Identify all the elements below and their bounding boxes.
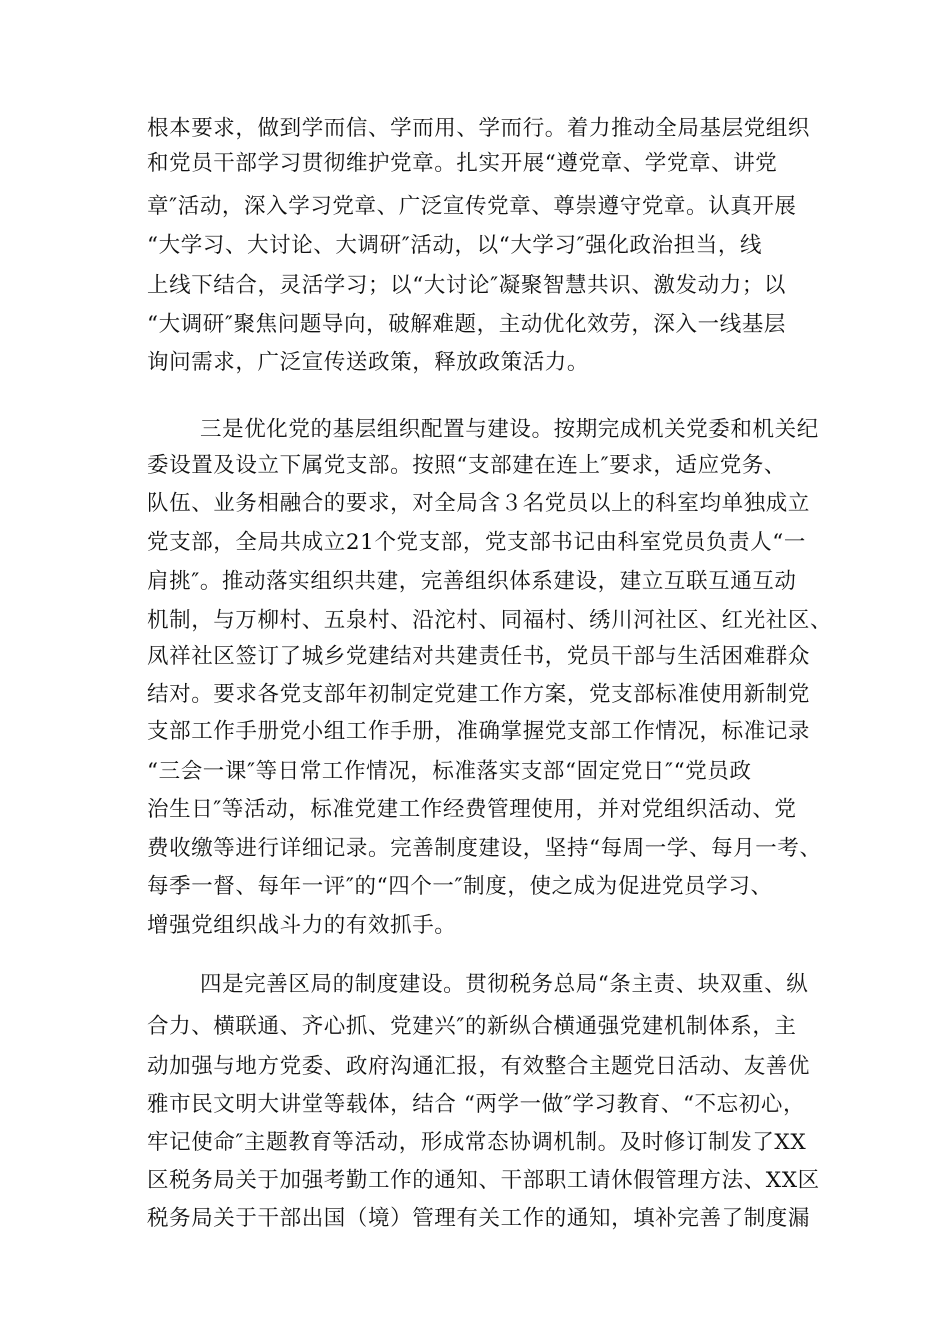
text-line: 合力、横联通、齐心抓、党建兴″的新纵合横通强党建机制体系，主 <box>147 1014 797 1039</box>
text-line: 机制，与万柳村、五泉村、沿沱村、同福村、绣川河社区、红光社区、 <box>147 608 833 633</box>
text-line: 税务局关于干部出国（境）管理有关工作的通知，填补完善了制度漏 <box>147 1206 811 1231</box>
text-line: 治生日″等活动，标准党建工作经费管理使用，并对党组织活动、党 <box>147 797 797 822</box>
text-line: “大调研″聚焦问题导向，破解难题，主动优化效劳，深入一线基层 <box>147 312 787 337</box>
text-line: 增强党组织战斗力的有效抓手。 <box>147 913 457 938</box>
text-line: 询问需求，广泛宣传送政策，释放政策活力。 <box>147 350 590 375</box>
text-line: 三是优化党的基层组织配置与建设。按期完成机关党委和机关纪 <box>200 417 819 442</box>
text-line: 上线下结合，灵活学习；以“大讨论″凝聚智慧共识、激发动力；以 <box>147 273 787 298</box>
text-line: 章″活动，深入学习党章、广泛宣传党章、尊崇遵守党章。认真开展 <box>147 194 797 219</box>
text-line: 和党员干部学习贯彻维护党章。扎实开展“遵党章、学党章、讲党 <box>147 151 778 176</box>
text-line: 根本要求，做到学而信、学而用、学而行。着力推动全局基层党组织 <box>147 116 811 141</box>
text-line: 动加强与地方党委、政府沟通汇报，有效整合主题党日活动、友善优 <box>147 1054 811 1079</box>
text-line: 肩挑″。推动落实组织共建，完善组织体系建设，建立互联互通互动 <box>147 569 797 594</box>
text-line: 队伍、业务相融合的要求，对全局含３名党员以上的科室均单独成立 <box>147 491 811 516</box>
text-line: 委设置及设立下属党支部。按照“支部建在连上″要求，适应党务、 <box>147 453 787 478</box>
text-line: “三会一课″等日常工作情况，标准落实支部“固定党日″“党员政 <box>147 759 752 784</box>
text-line: “大学习、大讨论、大调研″活动，以“大学习″强化政治担当，线 <box>147 233 763 258</box>
text-line: 每季一督、每年一评″的“四个一″制度，使之成为促进党员学习、 <box>147 874 773 899</box>
text-line: 支部工作手册党小组工作手册，准确掌握党支部工作情况，标准记录 <box>147 719 811 744</box>
text-line: 党支部，全局共成立21个党支部，党支部书记由科室党员负责人“一 <box>147 530 806 555</box>
text-line: 雅市民文明大讲堂等载体，结合 “两学一做″学习教育、“不忘初心， <box>147 1092 806 1117</box>
text-line: 区税务局关于加强考勤工作的通知、干部职工请休假管理方法、XX区 <box>147 1168 820 1193</box>
text-line: 牢记使命″主题教育等活动，形成常态协调机制。及时修订制发了XX <box>147 1130 807 1155</box>
text-line: 费收缴等进行详细记录。完善制度建设，坚持“每周一学、每月一考、 <box>147 836 822 861</box>
text-line: 结对。要求各党支部年初制定党建工作方案，党支部标准使用新制党 <box>147 682 811 707</box>
text-line: 四是完善区局的制度建设。贯彻税务总局“条主责、块双重、纵 <box>200 972 809 997</box>
text-line: 凤祥社区签订了城乡党建结对共建责任书，党员干部与生活困难群众 <box>147 644 811 669</box>
